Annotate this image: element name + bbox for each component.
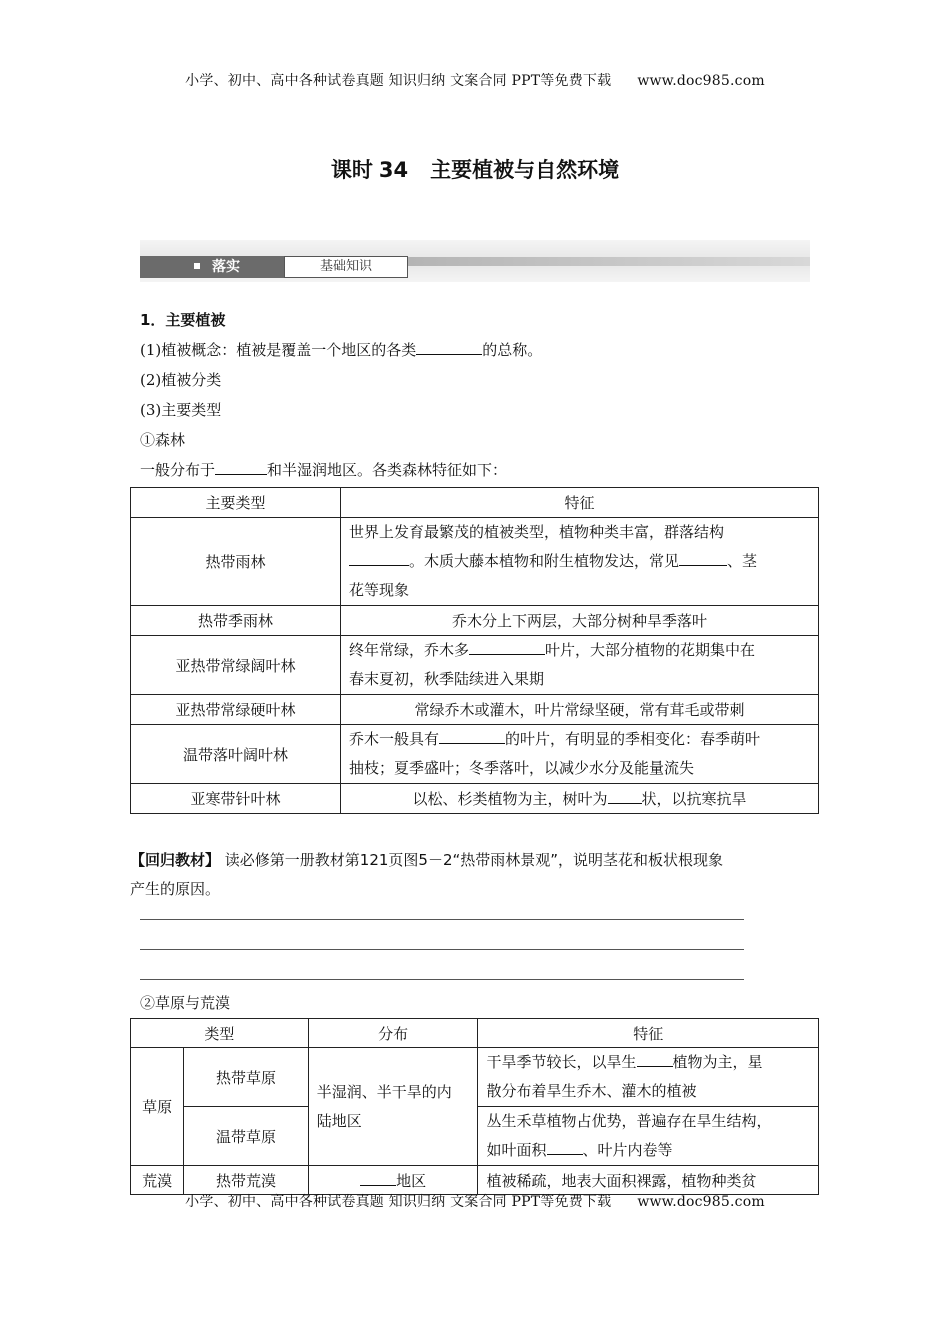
paragraph-concept: [140, 339, 542, 360]
fill-blank[interactable]: [439, 729, 505, 744]
type-cell: 热带季雨林: [131, 606, 341, 636]
page-footer: [0, 1191, 950, 1211]
header-distribution: 分布: [308, 1019, 478, 1048]
feature-cell: 乔木分上下两层，大部分树种旱季落叶: [341, 606, 819, 636]
feature-cell: [478, 1048, 819, 1107]
distribution-cell: [308, 1048, 478, 1166]
fill-blank[interactable]: [360, 1171, 396, 1186]
type-cell: 亚热带常绿阔叶林: [131, 636, 341, 695]
concept-text: (1)植被概念：植被是覆盖一个地区的各类: [140, 341, 417, 359]
type-cell: 热带雨林: [131, 518, 341, 606]
feature-cell: [341, 636, 819, 695]
page-title: [0, 154, 950, 184]
type-cell: 亚热带常绿硬叶林: [131, 695, 341, 725]
type-cell: 热带荒漠: [184, 1166, 309, 1195]
group-desert: 荒漠: [131, 1166, 184, 1195]
header-feature: 特征: [478, 1019, 819, 1048]
fill-blank[interactable]: [469, 640, 545, 655]
recall-lead: 【回归教材】: [130, 851, 221, 869]
grass-heading: ②草原与荒漠: [140, 994, 231, 1012]
feature-text: 干旱季节较长，以旱生: [486, 1053, 637, 1071]
feature-text: 的叶片，有明显的季相变化：春季萌叶: [505, 730, 761, 748]
feature-text: 终年常绿，乔木多: [349, 641, 470, 659]
feature-text: 状，以抗寒抗旱: [641, 790, 747, 808]
header-url[interactable]: www.doc985.com: [637, 73, 765, 89]
table-header-row: [131, 1019, 819, 1048]
table-row: [131, 784, 819, 814]
banner-tag-light: 基础知识: [284, 256, 408, 278]
distribution-text: 半湿润、半干旱的内: [316, 1082, 452, 1101]
feature-text: 抽枝；夏季盛叶；冬季落叶，以减少水分及能量流失: [349, 759, 695, 777]
fill-blank[interactable]: [608, 789, 642, 804]
feature-text: 以松、杉类植物为主，树叶为: [412, 790, 608, 808]
feature-text: 。木质大藤本植物和附生植物发达，常见: [409, 552, 680, 570]
recall-text: 读必修第一册教材第121页图5－2“热带雨林景观”，说明茎花和板状根现象: [224, 851, 724, 869]
answer-line[interactable]: [140, 919, 744, 920]
type-cell: 温带落叶阔叶林: [131, 725, 341, 784]
feature-cell: 常绿乔木或灌木，叶片常绿坚硬，常有茸毛或带刺: [341, 695, 819, 725]
feature-text: 、叶片内卷等: [582, 1141, 673, 1159]
answer-line[interactable]: [140, 949, 744, 950]
fill-blank[interactable]: [215, 460, 267, 475]
header-type: 类型: [131, 1019, 309, 1048]
type-cell: 热带草原: [184, 1048, 309, 1107]
header-text: 小学、初中、高中各种试卷真题 知识归纳 文案合同 PPT等免费下载: [185, 73, 612, 89]
feature-text: 叶片，大部分植物的花期集中在: [545, 641, 756, 659]
table-header-row: [131, 488, 819, 518]
fill-blank[interactable]: [679, 551, 727, 566]
banner-dark-label: 落实: [212, 259, 240, 275]
section-heading: 1．主要植被: [140, 311, 226, 329]
feature-text: 散分布着旱生乔木、灌木的植被: [486, 1082, 697, 1100]
square-icon: [194, 263, 200, 269]
feature-cell: [341, 784, 819, 814]
type-cell: 亚寒带针叶林: [131, 784, 341, 814]
table-row: [131, 636, 819, 695]
feature-cell: [341, 725, 819, 784]
feature-text: 乔木一般具有: [349, 730, 440, 748]
feature-text: 、茎: [727, 552, 758, 570]
recall-textbook: [130, 846, 820, 904]
title-number: 34: [378, 158, 409, 182]
distribution-text: 地区: [396, 1171, 427, 1190]
feature-text: 丛生禾草植物占优势，普遍存在旱生结构，: [486, 1112, 772, 1130]
feature-text: 如叶面积: [486, 1141, 547, 1159]
forest-heading: ①森林: [140, 431, 186, 449]
forest-distribution: [140, 459, 507, 480]
concept-text-end: 的总称。: [482, 341, 543, 359]
feature-text: 世界上发育最繁茂的植被类型，植物种类丰富，群落结构: [349, 523, 725, 541]
feature-cell: 植被稀疏，地表大面积裸露，植物种类贫: [478, 1166, 819, 1195]
feature-cell: [341, 518, 819, 606]
footer-url[interactable]: www.doc985.com: [637, 1194, 765, 1210]
table-row: [131, 725, 819, 784]
page-header: [0, 70, 950, 90]
fill-blank[interactable]: [637, 1052, 673, 1067]
forest-table: [130, 487, 819, 814]
banner-tag-dark: [140, 256, 284, 278]
distribution-text: 陆地区: [316, 1111, 362, 1130]
feature-text: 花等现象: [349, 581, 410, 599]
footer-text: 小学、初中、高中各种试卷真题 知识归纳 文案合同 PPT等免费下载: [185, 1194, 612, 1210]
title-text: 主要植被与自然环境: [430, 158, 620, 182]
fill-blank[interactable]: [349, 551, 409, 566]
distribution-text-end: 和半湿润地区。各类森林特征如下：: [267, 461, 508, 479]
table-row: [131, 1048, 819, 1107]
group-grassland: 草原: [131, 1048, 184, 1166]
header-feature: 特征: [341, 488, 819, 518]
type-cell: 温带草原: [184, 1107, 309, 1166]
distribution-text: 一般分布于: [140, 461, 216, 479]
feature-text: 春末夏初，秋季陆续进入果期: [349, 670, 545, 688]
recall-text-end: 产生的原因。: [130, 880, 221, 898]
paragraph-classification: (2)植被分类: [140, 371, 222, 389]
title-prefix: 课时: [330, 158, 373, 182]
table-row: [131, 606, 819, 636]
fill-blank[interactable]: [416, 340, 482, 355]
table-row: [131, 518, 819, 606]
feature-cell: [478, 1107, 819, 1166]
header-type: 主要类型: [131, 488, 341, 518]
grassland-table: [130, 1018, 819, 1195]
section-banner: [140, 240, 810, 282]
fill-blank[interactable]: [547, 1140, 583, 1155]
answer-line[interactable]: [140, 979, 744, 980]
table-row: [131, 695, 819, 725]
feature-text: 植物为主，星: [672, 1053, 763, 1071]
paragraph-types: (3)主要类型: [140, 401, 222, 419]
